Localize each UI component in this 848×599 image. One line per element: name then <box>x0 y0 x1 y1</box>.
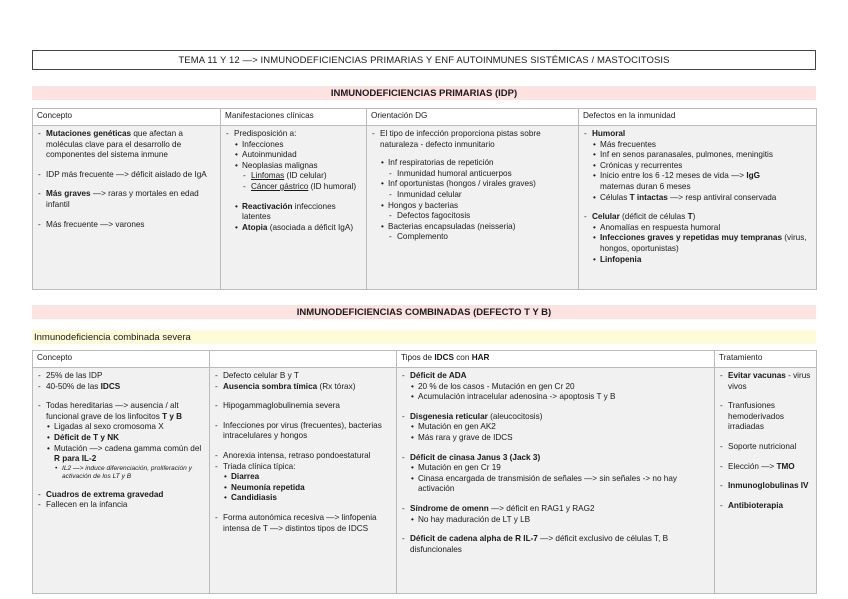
list-item: • Hongos y bacterias - Defectos fagocitosis <box>380 201 574 222</box>
list-item: - 40-50% de las IDCS <box>37 382 205 393</box>
subsection-heading-idcs <box>32 330 816 344</box>
list-item: - Triada clínica típica: • Diarrea • Neumonía repetida • Candidiasis <box>214 462 392 504</box>
list-item: - Predisposición a: • Infecciones • Autoinmunidad • Neoplasias malignas - Linfomas (ID celular) - Cáncer gástrico (ID humoral) • Reactivación infecciones latentes • Atopia (asociada a déficit IgA) <box>225 129 362 233</box>
list-item: - Déficit de cadena alpha de R IL-7 —> déficit exclusivo de células T, B disfuncionales <box>401 534 710 555</box>
section-heading-idp <box>32 86 816 100</box>
list-item: - Síndrome de omenn —> déficit en RAG1 y RAG2 • No hay maduración de LT y LB <box>401 504 710 525</box>
idp-header-orientacion: Orientación DG <box>367 109 579 126</box>
list-item: - Fallecen en la infancia <box>37 500 205 511</box>
idp-table <box>32 108 817 290</box>
idp-cell-manifestaciones <box>221 126 367 290</box>
list-item: - Evitar vacunas - virus vivos <box>719 371 812 392</box>
list-item: - Mutaciones genéticas que afectan a moléculas clave para el desarrollo de componentes del sistema inmune <box>37 129 216 161</box>
list-item: - Disgenesia reticular (aleucocitosis) • Mutación en gen AK2 • Más rara y grave de IDCS <box>401 412 710 444</box>
list-item: - Tranfusiones hemoderivados irradiadas <box>719 401 812 433</box>
list-item: • 20 % de los casos - Mutación en gen Cr 20 <box>410 382 710 393</box>
list-item: - Inmunoglobulinas IV <box>719 481 812 492</box>
idcs-cell-tratamiento <box>715 368 817 594</box>
list-item: - Hipogammaglobulinemia severa <box>214 401 392 412</box>
list-item: • Cinasa encargada de transmisión de señales —> sin señales -> no hay activación <box>410 474 710 495</box>
list-item: • Infecciones <box>234 140 362 151</box>
idcs-cell-clinica <box>210 368 397 594</box>
list-item: • Inf en senos paranasales, pulmones, meningitis <box>592 150 812 161</box>
list-item: - Inmunidad celular <box>388 190 574 201</box>
list-item: - Soporte nutricional <box>719 442 812 453</box>
idcs-cell-concepto <box>33 368 210 594</box>
list-item: • Atopia (asociada a déficit IgA) <box>234 223 362 234</box>
list-item: • Inf oportunistas (hongos / virales graves) - Inmunidad celular <box>380 179 574 200</box>
list-item: - Forma autonómica recesiva —> linfopenia intensa de T —> distintos tipos de IDCS <box>214 513 392 534</box>
list-item: - Ausencia sombra tímica (Rx tórax) <box>214 382 392 393</box>
list-item: • Células T intactas —> resp antiviral conservada <box>592 193 812 204</box>
list-item: - Más graves —> raras y mortales en edad infantil <box>37 189 216 210</box>
list-item: - Complemento <box>388 232 574 243</box>
list-item: • Inicio entre los 6 -12 meses de vida —> IgG maternas duran 6 meses <box>592 171 812 192</box>
list-item: - Elección —> TMO <box>719 462 812 473</box>
list-item: • Ligadas al sexo cromosoma X <box>46 422 205 433</box>
idcs-header-concepto: Concepto <box>33 351 210 368</box>
list-item: - Déficit de ADA • 20 % de los casos - Mutación en gen Cr 20 • Acumulación intracelular adenosina -> apoptosis T y B <box>401 371 710 403</box>
list-item: • Crónicas y recurrentes <box>592 161 812 172</box>
list-item: • Candidiasis <box>223 493 392 504</box>
list-item: - Celular (déficit de células T) • Anomalías en respuesta humoral • Infecciones graves y repetidas muy tempranas (virus, hongos, oportunistas) • Linfopenia <box>583 212 812 265</box>
idp-cell-orientacion <box>367 126 579 290</box>
list-item: - Humoral • Más frecuentes • Inf en senos paranasales, pulmones, meningitis • Crónicas y recurrentes • Inicio entre los 6 -12 meses de vida —> IgG maternas duran 6 meses • Células T intactas —> resp antiviral conservada <box>583 129 812 203</box>
idcs-header-tratamiento: Tratamiento <box>715 351 817 368</box>
idcs-header-blank <box>210 351 397 368</box>
section-heading-combinadas <box>32 305 816 319</box>
idp-header-concepto: Concepto <box>33 109 221 126</box>
list-item: • Mutación —> cadena gamma común del R para IL-2 • IL2 —> induce diferenciación, proliferación y activación de los LT y B <box>46 444 205 481</box>
list-item: - El tipo de infección proporciona pistas sobre naturaleza - defecto inmunitario • Inf respiratorias de repetición - Inmunidad humoral anticuerpos • Inf oportunistas (hongos / virales graves) - Inmunidad celular • Hongos y bacterias - Defectos fagocitosis • Bacterias encapsuladas (neisseria) - Complemento <box>371 129 574 243</box>
list-item: - Cuadros de extrema gravedad <box>37 490 205 501</box>
list-item: • Anomalías en respuesta humoral <box>592 223 812 234</box>
subsection-heading-idcs-text: Inmunodeficiencia combinada severa <box>34 331 191 343</box>
idcs-header-tipos: Tipos de IDCS con HAR <box>397 351 715 368</box>
list-item: - Linfomas (ID celular) <box>242 171 362 182</box>
list-item: - Déficit de cinasa Janus 3 (Jack 3) • Mutación en gen Cr 19 • Cinasa encargada de transmisión de señales —> sin señales -> no hay activación <box>401 453 710 495</box>
list-item: • No hay maduración de LT y LB <box>410 515 710 526</box>
idp-cell-defectos <box>579 126 817 290</box>
list-item: - Defecto celular B y T <box>214 371 392 382</box>
list-item: • Más rara y grave de IDCS <box>410 433 710 444</box>
list-item: • Linfopenia <box>592 255 812 266</box>
list-item: • Neoplasias malignas - Linfomas (ID celular) - Cáncer gástrico (ID humoral) <box>234 161 362 193</box>
list-item: - Inmunidad humoral anticuerpos <box>388 169 574 180</box>
list-item: - Antibioterapia <box>719 501 812 512</box>
idp-cell-concepto <box>33 126 221 290</box>
list-item: - IDP más frecuente —> déficit aislado de IgA <box>37 170 216 181</box>
list-item: - Más frecuente —> varones <box>37 220 216 231</box>
idcs-table <box>32 350 817 594</box>
list-item: • Déficit de T y NK <box>46 433 205 444</box>
list-item: • Más frecuentes <box>592 140 812 151</box>
list-item: • Reactivación infecciones latentes <box>234 202 362 223</box>
list-item: - Todas hereditarias —> ausencia / alt funcional grave de los linfocitos T y B • Ligadas al sexo cromosoma X • Déficit de T y NK • Mutación —> cadena gamma común del R para IL-2 • IL2 —> induce diferenciación, proliferación y activación de los LT y B <box>37 401 205 481</box>
list-item: • Acumulación intracelular adenosina -> apoptosis T y B <box>410 392 710 403</box>
list-item: • Neumonía repetida <box>223 483 392 494</box>
list-item: - Cáncer gástrico (ID humoral) <box>242 182 362 193</box>
list-item: • Bacterias encapsuladas (neisseria) - Complemento <box>380 222 574 243</box>
idp-header-manifestaciones: Manifestaciones clínicas <box>221 109 367 126</box>
page-title <box>32 50 816 70</box>
list-item: - Infecciones por virus (frecuentes), bacterias intracelulares y hongos <box>214 421 392 442</box>
list-item: • Mutación en gen Cr 19 <box>410 463 710 474</box>
list-item: • Mutación en gen AK2 <box>410 422 710 433</box>
section-heading-idp-text: INMUNODEFICIENCIAS PRIMARIAS (IDP) <box>330 87 518 99</box>
list-item: - Anorexia intensa, retraso pondoestatural <box>214 451 392 462</box>
page-title-text: TEMA 11 Y 12 —> INMUNODEFICIENCIAS PRIMARIAS Y ENF AUTOINMUNES SISTÉMICAS / MASTOCITOSIS <box>178 54 670 66</box>
list-item: - 25% de las IDP <box>37 371 205 382</box>
list-item: - Defectos fagocitosis <box>388 211 574 222</box>
section-heading-combinadas-text: INMUNODEFICIENCIAS COMBINADAS (DEFECTO T Y B) <box>296 306 552 318</box>
list-item: • Autoinmunidad <box>234 150 362 161</box>
list-item: • Infecciones graves y repetidas muy tempranas (virus, hongos, oportunistas) <box>592 233 812 254</box>
list-item: • Diarrea <box>223 472 392 483</box>
list-item: • IL2 —> induce diferenciación, proliferación y activación de los LT y B <box>54 465 205 481</box>
idcs-cell-tipos <box>397 368 715 594</box>
idp-header-defectos: Defectos en la inmunidad <box>579 109 817 126</box>
list-item: • Inf respiratorias de repetición - Inmunidad humoral anticuerpos <box>380 158 574 179</box>
